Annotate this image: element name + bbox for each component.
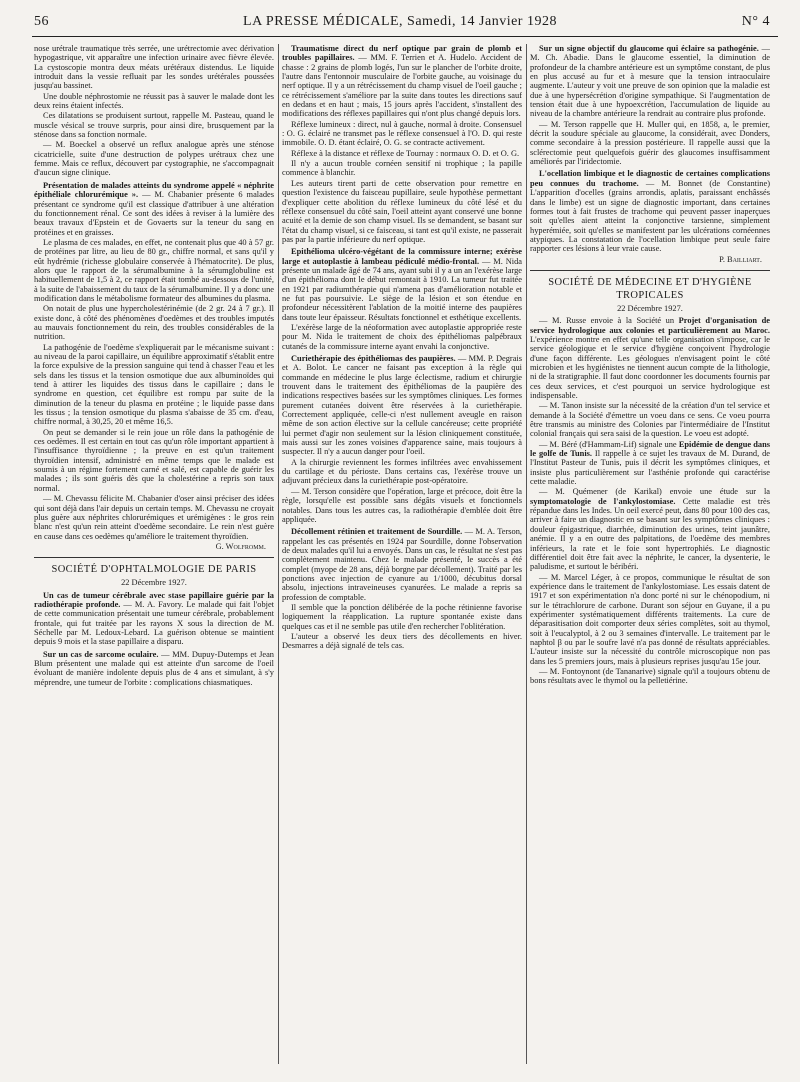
- article-heading: [530, 169, 770, 253]
- heading-title: Sur un signe objectif du glaucome qui éclaire sa pathogénie.: [539, 44, 759, 53]
- section-title: SOCIÉTÉ D'OPHTALMOLOGIE DE PARIS: [34, 557, 274, 576]
- heading-title: Présentation de malades atteints du syndrome appelé « néphrite épithéliale chlorurémique ».: [34, 180, 274, 200]
- heading-text: — M. Bonnet (de Constantine) L'apparition d'ocelles (grains arrondis, aplatis, paraissant enchâssés dans le limbe) est un signe de diagnostic important, dans certaines formes tout à fait frustes de trachome qui peuvent passer inaperçues soit qu'elles aient atteint la conjonctive tarsienne, simplement hyperémiée, soit qu'elles se manifestent par les ulcérations cornéennes atypiques. La constatation de l'ocellation limbique peut seule faire rapporter ces lésions à leur vraie cause.: [530, 178, 770, 254]
- heading-text: — M. Nida présente un malade âgé de 74 ans, ayant subi il y a un an l'exérèse large d'un épithélioma dont le début remontait à 1910. La tumeur fut traitée en 1921 par radiumthérapie qui n'amena pas d'amélioration notable et ne fut pas poursuivie. Le siège de la lésion et son étendue en profondeur nécessitèrent l'ablation de la moitié interne des paupières dans toute leur épaisseur. Résultats fonctionnel et esthétique excellents.: [282, 256, 522, 322]
- paragraph: On notait de plus une hypercholestérinémie (de 2 gr. 24 à 7 gr.). Il existe donc, à côté des phénomènes d'oedèmes et des troubles imputés au mauvais fonctionnement du rein, des troubles considérables de la nutrition.: [34, 304, 274, 342]
- column-divider-2: [526, 44, 527, 1064]
- heading-text: — M. A. Favory. Le malade qui fait l'objet de cette communication présentait une tumeur cérébrale, probablement frontale, qui fut traitée par les rayons X sous la direction de M. Séchelle par M. Ledoux-Lebard. La guérison obtenue se maintient depuis 9 mois et la stase papillaire a disparu.: [34, 599, 274, 647]
- paragraph: Le plasma de ces malades, en effet, ne contenait plus que 40 à 57 gr. de protéines par litre, au lieu de 80 gr., chiffre normal, et sans qu'il y eût hydrémie (richesse globulaire conservée à l'hématocrite). De plus, alors que le rapport de la sérumalbumine à la sérumglobuline est habituellement de 1,5 à 2, ce rapport était tombé au-dessous de l'unité, à la suite de l'abaissement du taux de la sérumalbumine. Il y a donc une modification dans le métabolisme formateur des albumines du plasma.: [34, 237, 274, 303]
- heading-title: Curiethérapie des épithéliomas des paupières.: [291, 354, 456, 363]
- article-heading: [530, 44, 770, 119]
- heading-text: — M. A. Terson, rappelant les cas présentés en 1924 par Sourdille, donne l'observation de deux malades qu'il lui a envoyés. Dans un cas, le résultat ne s'est pas complètement maintenu. Chez le malade présenté, le succès a été complet (myope de 28 ans, déjà borgne par décollement). Traité par les ponctions avec injection de cyanure au 1/1000, décubitus dorsal absolu, injections intraveineuses cyanurées. Le malade a repris sa profession de comptable.: [282, 527, 522, 602]
- page-header: [22, 14, 778, 36]
- article-heading: [34, 591, 274, 647]
- section-date: 22 Décembre 1927.: [617, 303, 683, 313]
- paragraph: Ces dilatations se produisent surtout, rappelle M. Pasteau, quand le muscle vésical se trouve surpris, pour ainsi dire, brusquement par la sténose dans sa fonction normale.: [34, 111, 274, 140]
- article-heading: [282, 527, 522, 602]
- heading-text: — MM. Dupuy-Dutemps et Jean Blum présentent une malade qui est atteinte d'un sarcome de l'oeil évoluant de manière indolente depuis plus de 4 ans et simulant, à s'y méprendre, une tumeur de l'orbite : complications chiasmatiques.: [34, 649, 274, 687]
- article-lead: — M. Quémener (de Karikal) envoie une étude sur la: [539, 487, 770, 497]
- heading-text: — MM. P. Degrais et A. Bolot. Le cancer ne faisant pas exception à la règle qui commande en médecine le plus large éclectisme, radium et chirurgie trouvent dans le traitement des épithéliomas de la paupière des indications respectives basées sur les symptômes cliniques. Les formes purement cutanées doivent être réservées à la curiethérapie. Correctement appliquée, celle-ci n'est nullement aveugle en raison même de son action élective sur la cellule cancéreuse; cette propriété lui permet d'agir non seulement sur la lésion cliniquement constituée, mais aussi sur les zones voisines d'apparence saine, mais toujours à suspecter. Il n'y a aucun danger pour l'oeil.: [282, 354, 522, 457]
- paragraph: — M. Terson rappelle que H. Muller qui, en 1858, a, le premier, décrit la soudure spéciale au glaucome, la considérait, avec Donders, comme secondaire à la pression postérieure. Il rappelle aussi que la sclérectomie peut quelquefois guérir des glaucomes insuffisamment améliorés par l'iridectomie.: [530, 119, 770, 167]
- heading-title: Epithélioma ulcéro-végétant de la commissure interne; exérèse large et autoplastie à lambeau pédiculé médio-frontal.: [282, 247, 522, 266]
- paragraph: Réflexe lumineux : direct, nul à gauche, normal à droite. Consensuel : O. G. éclairé ne transmet pas le réflexe consensuel à l'O. D. qui reste immobile. O. D. étant éclairé, O. G. se contracte activement.: [282, 119, 522, 148]
- paragraph: Les auteurs tirent parti de cette observation pour remettre en question l'existence du faisceau pupillaire, seule hypothèse permettant d'expliquer cette abolition du réflexe lumineux du côté lésé et du réflexe consensuel du côté sain, l'oeil atteint ayant conservé une bonne acuité et la demie de son champ visuel. Ils se demandent, se basant sur l'état du champ visuel, si ce faisceau, si tant est qu'il existe, ne passerait pas par la partie inférieure du nerf optique.: [282, 178, 522, 244]
- paragraph: On peut se demander si le rein joue un rôle dans la pathogénie de ces oedèmes. Il est certain en tout cas qu'un rôle important appartient à l'insuffisance thyroïdienne ; la preuve en est qu'un traitement thyroïdien intensif, administré en même temps que le malade est soumis à un régime fortement carné et salé, est capable de guérir les malades ; ils sont guéris dès que la cholestérine a repris son taux normal.: [34, 427, 274, 493]
- paragraph: L'exérèse large de la néoformation avec autoplastie appropriée reste pour M. Nida le traitement de choix des épithéliomas palpébraux cutanés de la commissure interne ayant envahi la conjonctive.: [282, 322, 522, 351]
- journal-title: LA PRESSE MÉDICALE, Samedi, 14 Janvier 1928: [243, 14, 557, 29]
- paragraph: L'auteur a observé les deux tiers des décollements en hiver. Desmarres a déjà signalé de tels cas.: [282, 631, 522, 651]
- heading-text: L'expérience montre en effet qu'une telle organisation s'impose, car le service géologique et le service d'hygiène conçoivent l'hydrologie d'une façon différente. Les géologues n'envisagent point le côté microbien et les hygiénistes ne tiennent aucun compte de la lithologie, ni de la stratigraphie. Il faut donc coordonner les documents fournis par ces deux services, et c'est pourquoi un service hydrologique est indispensable.: [530, 334, 770, 400]
- article-heading: [34, 181, 274, 237]
- paragraph: Une double néphrostomie ne réussit pas à sauver le malade dont les deux reins étaient infectés.: [34, 91, 274, 111]
- paragraph: Il semble que la ponction délibérée de la poche rétinienne favorise logiquement la réapplication. La rupture spontanée existe dans quelques cas et il ne semble pas utile d'en rechercher l'oblitération.: [282, 602, 522, 631]
- article-heading: [282, 247, 522, 322]
- paragraph: Il n'y a aucun trouble cornéen sensitif ni trophique ; la papille commence à blanchir.: [282, 159, 522, 178]
- heading-title: Epidémie de dengue dans le golfe de Tunis.: [530, 439, 770, 459]
- article-lead: — M. Béré (d'Hammam-Lif) signale une: [539, 439, 679, 449]
- author-signature: P. Bailliart.: [719, 254, 762, 264]
- heading-text: Cette maladie est très répandue dans les Indes. Un oeil exercé peut, dans 80 pour 100 des cas, arriver à faire un diagnostic en se basant sur les symptômes cliniques : douleur épigastrique, diarrhée, diminution des urines, teint jaunâtre, anémie. Il y a en outre des palpitations, de l'oedème des membres inférieurs, la rate et le foie sont hypertrophiés. Le diagnostic différentiel doit être fait avec la néphrite, le cancer, la dysenterie, le paludisme, et surtout le béribéri.: [530, 496, 770, 572]
- paragraph: Réflexe à la distance et réflexe de Tournay : normaux O. D. et O. G.: [291, 148, 520, 158]
- heading-text: — M. Ch. Abadie. Dans le glaucome essentiel, la diminution de profondeur de la chambre antérieure est un symptôme constant, de plus en plus accusé au fur et à mesure que la tension intraoculaire augmente. L'auteur y voit une preuve de son opinion que la maladie est due à une hypersécrétion d'origine sympathique. Si l'augmentation de tension était due à une hypoexcrétion, l'accumulation de liquide au niveau de la chambre antérieure la rendrait au contraire plus profonde.: [530, 44, 770, 119]
- column-2: [282, 44, 522, 1074]
- section-date: 22 Décembre 1927.: [121, 578, 187, 588]
- heading-title: L'ocellation limbique et le diagnostic de certaines complications peu connues du trachome.: [530, 169, 770, 188]
- paragraph: — M. Tanon insiste sur la nécessité de la création d'un tel service et demande à la Société d'émettre un voeu dans ce sens. Ce voeu pourra être transmis au ministre des Colonies par l'intermédiaire de l'Institut colonial français qui sera saisi de la question. Le voeu est adopté.: [530, 401, 770, 439]
- heading-text: — MM. F. Terrien et A. Hudelo. Accident de chasse : 2 grains de plomb logés, l'un sur le plancher de l'orbite droite, l'autre dans l'entonnoir musculaire de l'orbite gauche, au voisinage du nerf optique. Il y a un rétrécissement du champ visuel de l'oeil gauche ; ce rétrécissement s'améliore par la suite dans toutes les directions sauf en dedans et en haut ; mais, 15 jours après l'accident, s'installent des modifications des réflexes papillaires qui n'ont plus changé depuis lors.: [282, 53, 522, 119]
- header-rule: [32, 36, 778, 37]
- heading-title: Projet d'organisation de service hydrologique aux colonies et particulièrement au Maroc.: [530, 316, 770, 335]
- issue-number: N° 4: [741, 14, 770, 29]
- paragraph: — M. Fontoynont (de Tananarive) signale qu'il a toujours obtenu de bons résultats avec le thymol ou la pelletiérine.: [530, 666, 770, 686]
- paragraph: nose urétrale traumatique très serrée, une urétrectomie avec dérivation hypogastrique, vit apparaître une infection urinaire avec fièvre élevée. La cystoscopie montra deux méats urétéraux distendus. Le liquide introduit dans la vessie refluait par les sondes urétérales poussées jusqu'au bassinet.: [34, 44, 274, 91]
- section-title: SOCIÉTÉ DE MÉDECINE ET D'HYGIÈNE TROPICALES: [530, 270, 770, 302]
- column-1: [34, 44, 274, 1074]
- author-signature: G. Wolfromm.: [215, 541, 266, 551]
- heading-title: Traumatisme direct du nerf optique par grain de plomb et troubles papillaires.: [282, 44, 522, 63]
- article-paragraph: [530, 487, 770, 571]
- article-heading: [34, 650, 274, 687]
- paragraph: — M. Marcel Léger, à ce propos, communique le résultat de son expérience dans le traitement de l'ankylostomiase. Les essais datent de 1917 et son expérimentation n'a donc porté ni sur le chénopodium, ni sur le tétrachlorure de carbone. Durant son séjour en Guyane, il a pu expérimenter systématiquement différents traitements. La cure de déparasitisation doit comporter deux séries complètes, soit au thymol, soit à l'eucalyptol, à 2 ou 3 semaines d'intervalle. Le traitement par le naphtol β ou par le soufre lavé n'a pas donné de résultats appréciables. L'auteur insiste sur la nécessité du contrôle microscopique non pas dans les 5 premiers jours, mais à plusieurs reprises jusqu'au 15e jour.: [530, 572, 770, 666]
- heading-text: Il rappelle à ce sujet les travaux de M. Durand, de l'Institut Pasteur de Tunis, puis il décrit les symptômes cliniques, et insiste plus particulièrement sur l'asthénie profonde qui caractérise cette maladie.: [530, 449, 770, 487]
- paragraph: A la chirurgie reviennent les formes infiltrées avec envahissement du cartilage et du périoste. Dans certains cas, l'exérèse trouve un adjuvant précieux dans la curiethérapie post-opératoire.: [282, 457, 522, 486]
- heading-text: — M. Chabanier présente 6 malades présentant ce syndrome qu'il est classique d'attribuer à une altération du fonctionnement rénal. Ce sont des idées à reviser à la lumière des beaux travaux d'Epstein et de Govaerts sur la teneur du sang en protéines et en graisses.: [34, 190, 274, 237]
- heading-title: Un cas de tumeur cérébrale avec stase papillaire guérie par la radiothérapie profonde.: [34, 590, 274, 609]
- heading-title: Décollement rétinien et traitement de Sourdille.: [291, 527, 463, 537]
- heading-title: symptomatologie de l'ankylostomiase.: [530, 496, 676, 506]
- article-heading: [282, 354, 522, 457]
- heading-title: Sur un cas de sarcome oculaire.: [43, 649, 159, 659]
- article-paragraph: [530, 316, 770, 400]
- paragraph: La pathogénie de l'oedème s'expliquerait par le mécanisme suivant : au niveau de la paroi capillaire, un équilibre approximatif s'établit entre la force expulsive de la pression sanguine qui tend à chasser l'eau et les sels dans les tissus et la tension osmotique due aux albuminoïdes qui tend à attirer les liquides des tissus dans le capillaire ; dans le syndrome en question, cet équilibre est rompu par suite de la diminution de la teneur du plasma en protéine ; le liquide passe dans les tissus ; la tension osmotique du plasma s'abaisse de 35 cm. d'eau, chiffre normal, à 30,25, 20 et même 16,5.: [34, 342, 274, 427]
- paragraph: — M. Boeckel a observé un reflux analogue après une sténose cicatricielle, suite d'une destruction de polypes urétraux chez une femme. Mais ce reflux, découvert par cystographie, ne s'accompagnait d'aucun signe clinique.: [34, 140, 274, 178]
- page-number: 56: [34, 14, 49, 29]
- article-heading: [282, 44, 522, 119]
- article-lead: — M. Russe envoie à la Société un: [539, 316, 679, 326]
- article-paragraph: [530, 440, 770, 487]
- column-3: [530, 44, 770, 1074]
- paragraph: — M. Terson considère que l'opération, large et précoce, doit être la règle, lorsqu'elle est possible sans dégâts visuels et fonctionnels notables. Dans tous les autres cas, la radiothérapie d'emblée doit être appliquée.: [282, 486, 522, 524]
- column-divider-1: [278, 44, 279, 1064]
- paragraph: — M. Chevassu félicite M. Chabanier d'oser ainsi préciser des idées qui sont déjà dans l'air depuis un certain temps. M. Chevassu ne croyait plus guère aux néphrites chlorurémiques et urémigènes : le gros rein blanc n'est qu'un rein atteint d'oedème secondaire. Le rein n'est guère en cause dans ces oedèmes qu'améliore le traitement thyroïdien.: [34, 494, 274, 541]
